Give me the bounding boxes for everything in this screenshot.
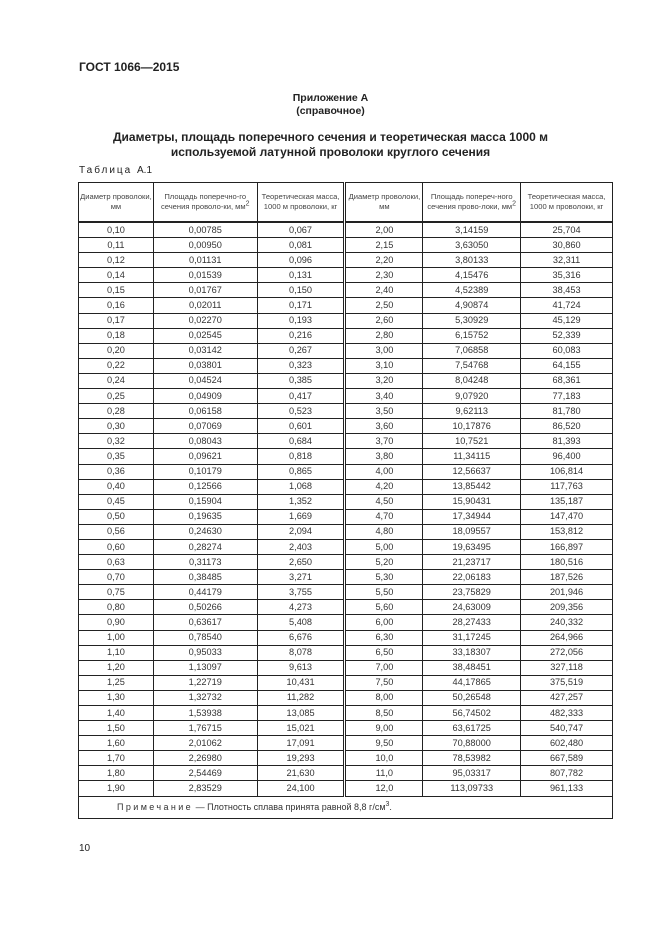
- column-header-mass: [521, 183, 613, 223]
- cell-area: 9,07920: [423, 389, 521, 404]
- table-label-number: А.1: [137, 165, 153, 176]
- cell-diameter: 4,70: [345, 509, 423, 524]
- cell-diameter: 0,16: [79, 298, 154, 313]
- cell-diameter: 2,50: [345, 298, 423, 313]
- cell-area: 0,19635: [153, 509, 257, 524]
- cell-diameter: 1,80: [79, 766, 154, 781]
- cell-area: 56,74502: [423, 706, 521, 721]
- cell-mass: 86,520: [521, 419, 613, 434]
- cell-diameter: 2,20: [345, 253, 423, 268]
- cell-area: 2,01062: [153, 736, 257, 751]
- table-row: [79, 660, 613, 675]
- cell-diameter: 1,50: [79, 721, 154, 736]
- column-header-text: Теоретическая масса, 1000 м проволоки, кг: [527, 192, 606, 211]
- cell-area: 7,06858: [423, 343, 521, 358]
- cell-diameter: 0,17: [79, 313, 154, 328]
- cell-area: 0,08043: [153, 434, 257, 449]
- cell-area: 15,90431: [423, 494, 521, 509]
- cell-diameter: 3,20: [345, 373, 423, 388]
- cell-mass: 3,755: [257, 585, 345, 600]
- cell-area: 0,07069: [153, 419, 257, 434]
- cell-diameter: 8,00: [345, 690, 423, 705]
- cell-diameter: 0,70: [79, 570, 154, 585]
- cell-mass: 4,273: [257, 600, 345, 615]
- note-sup: 3: [385, 800, 390, 808]
- cell-mass: 166,897: [521, 539, 613, 554]
- cell-diameter: 0,45: [79, 494, 154, 509]
- cell-diameter: 0,12: [79, 253, 154, 268]
- cell-diameter: 0,40: [79, 479, 154, 494]
- cell-area: 2,26980: [153, 751, 257, 766]
- table-row: [79, 238, 613, 253]
- cell-area: 0,03142: [153, 343, 257, 358]
- cell-diameter: 5,00: [345, 539, 423, 554]
- cell-area: 23,75829: [423, 585, 521, 600]
- cell-area: 0,00950: [153, 238, 257, 253]
- column-header-diameter: [345, 183, 423, 223]
- cell-area: 4,52389: [423, 283, 521, 298]
- table-row: [79, 690, 613, 705]
- cell-mass: 0,684: [257, 434, 345, 449]
- cell-area: 0,12566: [153, 479, 257, 494]
- cell-mass: 81,393: [521, 434, 613, 449]
- column-header-text: Диаметр проволоки, мм: [348, 192, 421, 211]
- cell-mass: 0,067: [257, 222, 345, 238]
- cell-area: 1,53938: [153, 706, 257, 721]
- cell-mass: 8,078: [257, 645, 345, 660]
- cell-area: 0,24630: [153, 524, 257, 539]
- cell-diameter: 3,50: [345, 404, 423, 419]
- note-end: .: [389, 801, 392, 812]
- cell-diameter: 0,56: [79, 524, 154, 539]
- cell-mass: 327,118: [521, 660, 613, 675]
- cell-diameter: 12,0: [345, 781, 423, 796]
- cell-area: 17,34944: [423, 509, 521, 524]
- column-header-text: Площадь поперечно-го сечения проволо-ки, мм: [160, 192, 247, 211]
- table-row: [79, 313, 613, 328]
- cell-area: 28,27433: [423, 615, 521, 630]
- cell-area: 0,02011: [153, 298, 257, 313]
- table-row: [79, 494, 613, 509]
- note-label: Примечание: [117, 801, 194, 812]
- cell-mass: 2,403: [257, 539, 345, 554]
- cell-diameter: 0,60: [79, 539, 154, 554]
- cell-area: 0,44179: [153, 585, 257, 600]
- cell-area: 0,02545: [153, 328, 257, 343]
- cell-mass: 807,782: [521, 766, 613, 781]
- page-number: 10: [79, 843, 91, 854]
- cell-mass: 667,589: [521, 751, 613, 766]
- appendix-heading: [0, 92, 661, 118]
- cell-area: 0,04909: [153, 389, 257, 404]
- cell-mass: 21,630: [257, 766, 345, 781]
- cell-diameter: 2,30: [345, 268, 423, 283]
- cell-mass: 0,385: [257, 373, 345, 388]
- cell-mass: 0,865: [257, 464, 345, 479]
- cell-mass: 0,417: [257, 389, 345, 404]
- cell-mass: 30,860: [521, 238, 613, 253]
- table-row: [79, 736, 613, 751]
- cell-diameter: 1,40: [79, 706, 154, 721]
- cell-diameter: 3,00: [345, 343, 423, 358]
- cell-mass: 15,021: [257, 721, 345, 736]
- cell-area: 95,03317: [423, 766, 521, 781]
- column-header-sup: 2: [245, 200, 250, 208]
- cell-area: 0,95033: [153, 645, 257, 660]
- table-row: [79, 600, 613, 615]
- cell-mass: 106,814: [521, 464, 613, 479]
- table-row: [79, 222, 613, 238]
- cell-area: 8,04248: [423, 373, 521, 388]
- cell-area: 0,31173: [153, 555, 257, 570]
- table-row: [79, 721, 613, 736]
- appendix-subtitle: (справочное): [296, 105, 365, 117]
- column-header-sup: 2: [512, 200, 517, 208]
- cell-mass: 45,129: [521, 313, 613, 328]
- cell-mass: 0,818: [257, 449, 345, 464]
- cell-mass: 272,056: [521, 645, 613, 660]
- cell-diameter: 2,60: [345, 313, 423, 328]
- cell-diameter: 10,0: [345, 751, 423, 766]
- cell-area: 0,03801: [153, 358, 257, 373]
- cell-area: 11,34115: [423, 449, 521, 464]
- cell-diameter: 2,80: [345, 328, 423, 343]
- cell-mass: 17,091: [257, 736, 345, 751]
- cell-mass: 0,193: [257, 313, 345, 328]
- column-header-text: Площадь попереч-ного сечения прово-локи, мм: [427, 192, 513, 211]
- cell-mass: 240,332: [521, 615, 613, 630]
- cell-diameter: 0,11: [79, 238, 154, 253]
- cell-diameter: 3,80: [345, 449, 423, 464]
- cell-diameter: 0,15: [79, 283, 154, 298]
- column-header-text: Теоретическая масса, 1000 м проволоки, кг: [261, 192, 340, 211]
- cell-mass: 3,271: [257, 570, 345, 585]
- cell-mass: 961,133: [521, 781, 613, 796]
- cell-mass: 1,352: [257, 494, 345, 509]
- cell-diameter: 0,35: [79, 449, 154, 464]
- cell-mass: 135,187: [521, 494, 613, 509]
- cell-area: 24,63009: [423, 600, 521, 615]
- cell-mass: 5,408: [257, 615, 345, 630]
- cell-area: 38,48451: [423, 660, 521, 675]
- cell-area: 10,7521: [423, 434, 521, 449]
- cell-area: 4,90874: [423, 298, 521, 313]
- table-row: [79, 268, 613, 283]
- cell-mass: 375,519: [521, 675, 613, 690]
- cell-diameter: 0,30: [79, 419, 154, 434]
- cell-area: 0,50266: [153, 600, 257, 615]
- cell-diameter: 1,70: [79, 751, 154, 766]
- cell-mass: 13,085: [257, 706, 345, 721]
- cell-mass: 0,150: [257, 283, 345, 298]
- cell-mass: 32,311: [521, 253, 613, 268]
- cell-diameter: 3,40: [345, 389, 423, 404]
- table-row: [79, 509, 613, 524]
- table-row: [79, 464, 613, 479]
- cell-mass: 187,526: [521, 570, 613, 585]
- cell-mass: 209,356: [521, 600, 613, 615]
- cell-diameter: 3,10: [345, 358, 423, 373]
- wire-data-table: [78, 182, 613, 819]
- cell-area: 113,09733: [423, 781, 521, 796]
- cell-diameter: 0,10: [79, 222, 154, 238]
- cell-area: 50,26548: [423, 690, 521, 705]
- cell-area: 19,63495: [423, 539, 521, 554]
- table-row: [79, 343, 613, 358]
- cell-mass: 38,453: [521, 283, 613, 298]
- section-title-line-2: используемой латунной проволоки круглого сечения: [170, 145, 491, 159]
- cell-area: 1,76715: [153, 721, 257, 736]
- cell-diameter: 2,40: [345, 283, 423, 298]
- cell-mass: 10,431: [257, 675, 345, 690]
- cell-mass: 96,400: [521, 449, 613, 464]
- table-row: [79, 675, 613, 690]
- cell-mass: 540,747: [521, 721, 613, 736]
- table-row: [79, 328, 613, 343]
- cell-mass: 0,081: [257, 238, 345, 253]
- cell-mass: 180,516: [521, 555, 613, 570]
- cell-mass: 2,650: [257, 555, 345, 570]
- cell-diameter: 5,20: [345, 555, 423, 570]
- cell-diameter: 4,50: [345, 494, 423, 509]
- cell-diameter: 1,60: [79, 736, 154, 751]
- cell-area: 63,61725: [423, 721, 521, 736]
- cell-diameter: 0,18: [79, 328, 154, 343]
- table-row: [79, 555, 613, 570]
- cell-mass: 11,282: [257, 690, 345, 705]
- cell-mass: 0,267: [257, 343, 345, 358]
- table-row: [79, 539, 613, 554]
- section-title-line-1: Диаметры, площадь поперечного сечения и теоретическая масса 1000 м: [113, 130, 548, 144]
- column-header-area: [423, 183, 521, 223]
- cell-diameter: 0,32: [79, 434, 154, 449]
- table-row: [79, 298, 613, 313]
- table-row: [79, 524, 613, 539]
- cell-mass: 427,257: [521, 690, 613, 705]
- cell-diameter: 0,14: [79, 268, 154, 283]
- cell-area: 0,01539: [153, 268, 257, 283]
- cell-diameter: 6,30: [345, 630, 423, 645]
- cell-diameter: 9,50: [345, 736, 423, 751]
- table-row: [79, 751, 613, 766]
- cell-area: 0,01131: [153, 253, 257, 268]
- cell-area: 0,09621: [153, 449, 257, 464]
- table-label-word: Таблица: [79, 165, 133, 176]
- cell-mass: 0,096: [257, 253, 345, 268]
- cell-diameter: 5,60: [345, 600, 423, 615]
- cell-diameter: 1,90: [79, 781, 154, 796]
- cell-mass: 9,613: [257, 660, 345, 675]
- column-header-mass: [257, 183, 345, 223]
- cell-diameter: 1,25: [79, 675, 154, 690]
- cell-area: 12,56637: [423, 464, 521, 479]
- cell-mass: 264,966: [521, 630, 613, 645]
- cell-diameter: 7,00: [345, 660, 423, 675]
- cell-diameter: 11,0: [345, 766, 423, 781]
- cell-diameter: 7,50: [345, 675, 423, 690]
- column-header-area: [153, 183, 257, 223]
- cell-mass: 2,094: [257, 524, 345, 539]
- cell-diameter: 2,15: [345, 238, 423, 253]
- cell-diameter: 0,80: [79, 600, 154, 615]
- cell-area: 33,18307: [423, 645, 521, 660]
- cell-mass: 147,470: [521, 509, 613, 524]
- cell-mass: 35,316: [521, 268, 613, 283]
- cell-area: 6,15752: [423, 328, 521, 343]
- section-title: [0, 130, 661, 160]
- table-row: [79, 358, 613, 373]
- column-header-text: Диаметр проволоки, мм: [80, 192, 152, 211]
- cell-area: 0,38485: [153, 570, 257, 585]
- cell-mass: 6,676: [257, 630, 345, 645]
- cell-diameter: 0,28: [79, 404, 154, 419]
- cell-mass: 0,601: [257, 419, 345, 434]
- cell-diameter: 4,20: [345, 479, 423, 494]
- cell-area: 0,28274: [153, 539, 257, 554]
- cell-diameter: 1,30: [79, 690, 154, 705]
- cell-mass: 52,339: [521, 328, 613, 343]
- cell-diameter: 1,10: [79, 645, 154, 660]
- table-row: [79, 449, 613, 464]
- column-header-diameter: [79, 183, 154, 223]
- table-row: [79, 479, 613, 494]
- cell-mass: 201,946: [521, 585, 613, 600]
- table-row: [79, 283, 613, 298]
- cell-area: 44,17865: [423, 675, 521, 690]
- cell-diameter: 0,63: [79, 555, 154, 570]
- cell-area: 3,14159: [423, 222, 521, 238]
- cell-area: 9,62113: [423, 404, 521, 419]
- table-row: [79, 373, 613, 388]
- cell-diameter: 0,24: [79, 373, 154, 388]
- cell-area: 0,15904: [153, 494, 257, 509]
- cell-mass: 602,480: [521, 736, 613, 751]
- cell-area: 18,09557: [423, 524, 521, 539]
- cell-mass: 64,155: [521, 358, 613, 373]
- cell-area: 0,00785: [153, 222, 257, 238]
- cell-diameter: 8,50: [345, 706, 423, 721]
- cell-mass: 24,100: [257, 781, 345, 796]
- cell-area: 2,54469: [153, 766, 257, 781]
- cell-area: 5,30929: [423, 313, 521, 328]
- cell-diameter: 1,00: [79, 630, 154, 645]
- cell-mass: 77,183: [521, 389, 613, 404]
- cell-mass: 0,523: [257, 404, 345, 419]
- cell-area: 31,17245: [423, 630, 521, 645]
- table-row: [79, 570, 613, 585]
- cell-mass: 25,704: [521, 222, 613, 238]
- cell-mass: 117,763: [521, 479, 613, 494]
- table-row: [79, 404, 613, 419]
- cell-area: 21,23717: [423, 555, 521, 570]
- cell-area: 70,88000: [423, 736, 521, 751]
- table-row: [79, 766, 613, 781]
- table-header-row: [79, 183, 613, 223]
- table-row: [79, 781, 613, 796]
- table-row: [79, 615, 613, 630]
- cell-area: 0,06158: [153, 404, 257, 419]
- cell-diameter: 0,22: [79, 358, 154, 373]
- table-row: [79, 630, 613, 645]
- cell-diameter: 0,25: [79, 389, 154, 404]
- table-note-row: [79, 796, 613, 818]
- cell-mass: 68,361: [521, 373, 613, 388]
- cell-area: 3,80133: [423, 253, 521, 268]
- cell-diameter: 6,50: [345, 645, 423, 660]
- cell-area: 22,06183: [423, 570, 521, 585]
- cell-diameter: 3,60: [345, 419, 423, 434]
- cell-mass: 153,812: [521, 524, 613, 539]
- cell-area: 4,15476: [423, 268, 521, 283]
- cell-diameter: 3,70: [345, 434, 423, 449]
- cell-mass: 0,216: [257, 328, 345, 343]
- cell-diameter: 6,00: [345, 615, 423, 630]
- cell-area: 2,83529: [153, 781, 257, 796]
- cell-mass: 19,293: [257, 751, 345, 766]
- cell-mass: 0,171: [257, 298, 345, 313]
- cell-area: 0,01767: [153, 283, 257, 298]
- cell-mass: 41,724: [521, 298, 613, 313]
- note-text: — Плотность сплава принята равной 8,8 г/см: [193, 801, 386, 812]
- cell-area: 3,63050: [423, 238, 521, 253]
- cell-mass: 1,669: [257, 509, 345, 524]
- table-row: [79, 389, 613, 404]
- table-row: [79, 253, 613, 268]
- cell-diameter: 0,36: [79, 464, 154, 479]
- cell-area: 0,78540: [153, 630, 257, 645]
- cell-diameter: 4,00: [345, 464, 423, 479]
- cell-diameter: 2,00: [345, 222, 423, 238]
- cell-area: 1,32732: [153, 690, 257, 705]
- cell-area: 10,17876: [423, 419, 521, 434]
- table-row: [79, 434, 613, 449]
- table-row: [79, 706, 613, 721]
- cell-diameter: 9,00: [345, 721, 423, 736]
- cell-area: 78,53982: [423, 751, 521, 766]
- cell-area: 1,13097: [153, 660, 257, 675]
- cell-area: 0,63617: [153, 615, 257, 630]
- cell-mass: 0,131: [257, 268, 345, 283]
- cell-area: 7,54768: [423, 358, 521, 373]
- document-id: ГОСТ 1066—2015: [79, 60, 180, 74]
- cell-mass: 0,323: [257, 358, 345, 373]
- cell-mass: 81,780: [521, 404, 613, 419]
- appendix-title: Приложение А: [292, 92, 369, 104]
- cell-area: 0,04524: [153, 373, 257, 388]
- cell-diameter: 0,90: [79, 615, 154, 630]
- cell-area: 0,10179: [153, 464, 257, 479]
- table-row: [79, 585, 613, 600]
- table-row: [79, 645, 613, 660]
- table-label: [79, 165, 152, 176]
- cell-diameter: 0,20: [79, 343, 154, 358]
- cell-area: 1,22719: [153, 675, 257, 690]
- cell-diameter: 1,20: [79, 660, 154, 675]
- cell-diameter: 5,30: [345, 570, 423, 585]
- cell-area: 13,85442: [423, 479, 521, 494]
- table-row: [79, 419, 613, 434]
- cell-diameter: 0,50: [79, 509, 154, 524]
- cell-diameter: 4,80: [345, 524, 423, 539]
- cell-mass: 60,083: [521, 343, 613, 358]
- cell-diameter: 0,75: [79, 585, 154, 600]
- cell-diameter: 5,50: [345, 585, 423, 600]
- table-note: [79, 796, 613, 818]
- cell-mass: 1,068: [257, 479, 345, 494]
- cell-mass: 482,333: [521, 706, 613, 721]
- cell-area: 0,02270: [153, 313, 257, 328]
